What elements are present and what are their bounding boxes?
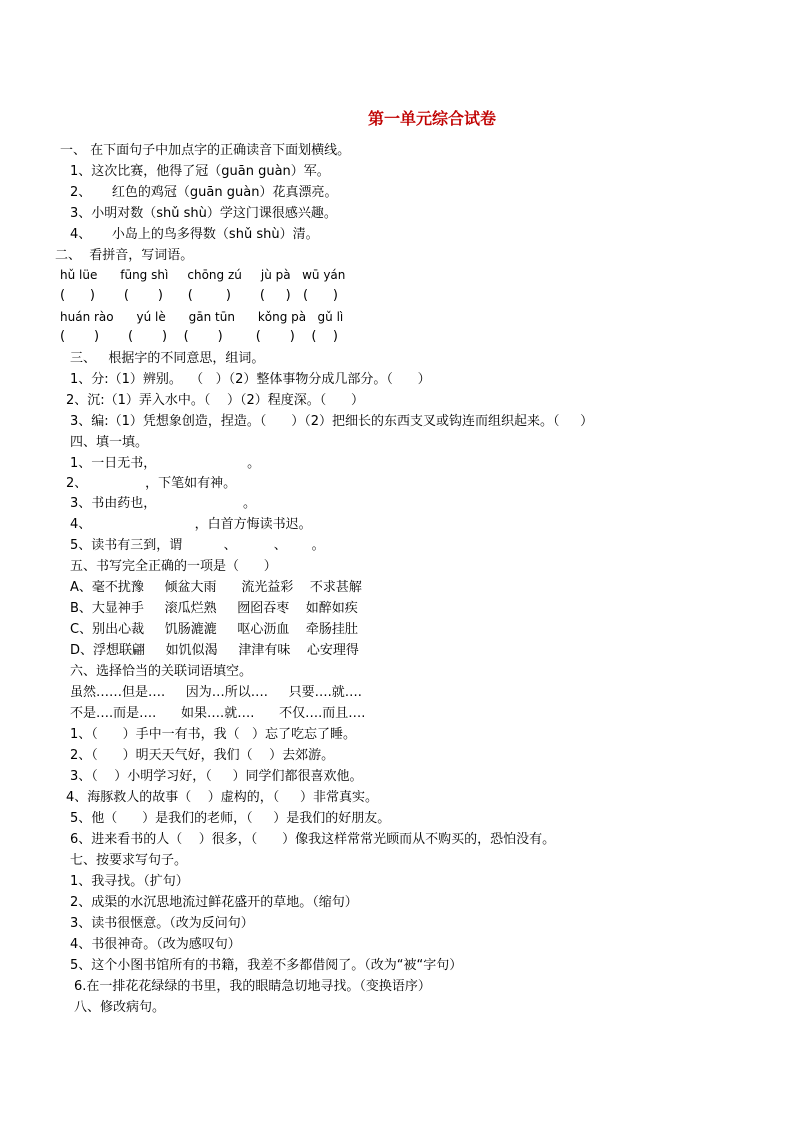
question-line: 1、我寻找。（扩句） [70, 874, 189, 889]
section-1-heading: 一、 在下面句子中加点字的正确读音下面划横线。 [60, 143, 351, 158]
word-bank-row: 不是….而是…. 如果….就…. 不仅….而且…. [70, 706, 366, 721]
section-7-heading: 七、按要求写句子。 [70, 853, 188, 868]
pinyin-row: hǔ lüe fūng shì chōng zú jù pà wū yán [60, 268, 346, 282]
question-line: 5、他（ ）是我们的老师，（ ）是我们的好朋友。 [70, 811, 391, 826]
option-d: D、浮想联翩 如饥似渴 津津有味 心安理得 [70, 643, 359, 658]
question-line: 2、沉:（1）弄入水中。（ ）（2）程度深。（ ） [66, 393, 365, 408]
option-c: C、别出心裁 饥肠漉漉 呕心沥血 牵肠挂肚 [70, 622, 358, 637]
section-2-heading: 二、 看拼音，写词语。 [55, 248, 194, 263]
question-line: 4、 小岛上的鸟多得数（shǔ shù）清。 [70, 227, 319, 242]
question-line: 6、进来看书的人（ ）很多，（ ）像我这样常常光顾而从不购买的，恐怕没有。 [70, 832, 556, 847]
question-line: 1、这次比赛，他得了冠（guān guàn）军。 [70, 164, 330, 179]
question-line: 1、（ ）手中一有书，我（ ）忘了吃忘了睡。 [70, 727, 356, 742]
question-line: 4、海豚救人的故事（ ）虚构的，（ ）非常真实。 [66, 790, 378, 805]
question-line: 5、读书有三到，谓 、 、 。 [70, 538, 325, 553]
section-4-heading: 四、填一填。 [70, 435, 149, 450]
answer-brackets-row: ( ) ( ) ( ) ( ) ( ) [60, 329, 338, 344]
question-line: 2、 红色的鸡冠（guān guàn）花真漂亮。 [70, 185, 338, 200]
pinyin-row: huán rào yú lè gān tūn kǒng pà gǔ lì [60, 310, 344, 324]
question-line: 1、分:（1）辨别。 （ ）（2）整体事物分成几部分。（ ） [70, 372, 431, 387]
section-8-heading: 八、修改病句。 [74, 1000, 166, 1015]
section-5-heading: 五、书写完全正确的一项是（ ） [70, 559, 277, 574]
question-line: 5、这个小图书馆所有的书籍，我差不多都借阅了。（改为“被“字句） [70, 958, 463, 973]
page-title: 第一单元综合试卷 [368, 109, 497, 128]
question-line: 3、（ ）小明学习好，（ ）同学们都很喜欢他。 [70, 769, 363, 784]
word-bank-row: 虽然……但是…. 因为…所以…. 只要….就…. [70, 685, 362, 700]
question-line: 4、书很神奇。（改为感叹句） [70, 937, 241, 952]
question-line: 2、成渠的水沉思地流过鲜花盛开的草地。（缩句） [70, 895, 358, 910]
question-line: 2、（ ）明天天气好，我们（ ）去郊游。 [70, 748, 335, 763]
question-line: 6.在一排花花绿绿的书里，我的眼睛急切地寻找。（变换语序） [74, 979, 431, 994]
answer-brackets-row: ( ) ( ) ( ) ( ) ( ) [60, 288, 338, 303]
question-line: 3、书由药也， 。 [70, 496, 257, 511]
option-b: B、大显神手 滚瓜烂熟 囫囵吞枣 如醉如疾 [70, 601, 358, 616]
section-6-heading: 六、选择恰当的关联词语填空。 [70, 664, 253, 679]
section-3-heading: 三、 根据字的不同意思，组词。 [70, 351, 265, 366]
question-line: 3、读书很惬意。（改为反问句） [70, 916, 254, 931]
question-line: 4、 ，白首方悔读书迟。 [70, 517, 312, 532]
question-line: 1、一日无书， 。 [70, 456, 261, 471]
question-line: 3、编:（1）凭想象创造，捏造。（ ）（2）把细长的东西支叉或钩连而组织起来。（ ） [70, 414, 594, 429]
question-line: 2、 ，下笔如有神。 [66, 476, 237, 491]
option-a: A、毫不扰豫 倾盆大雨 流光益彩 不求甚解 [70, 580, 362, 595]
question-line: 3、小明对数（shǔ shù）学这门课很感兴趣。 [70, 206, 337, 221]
